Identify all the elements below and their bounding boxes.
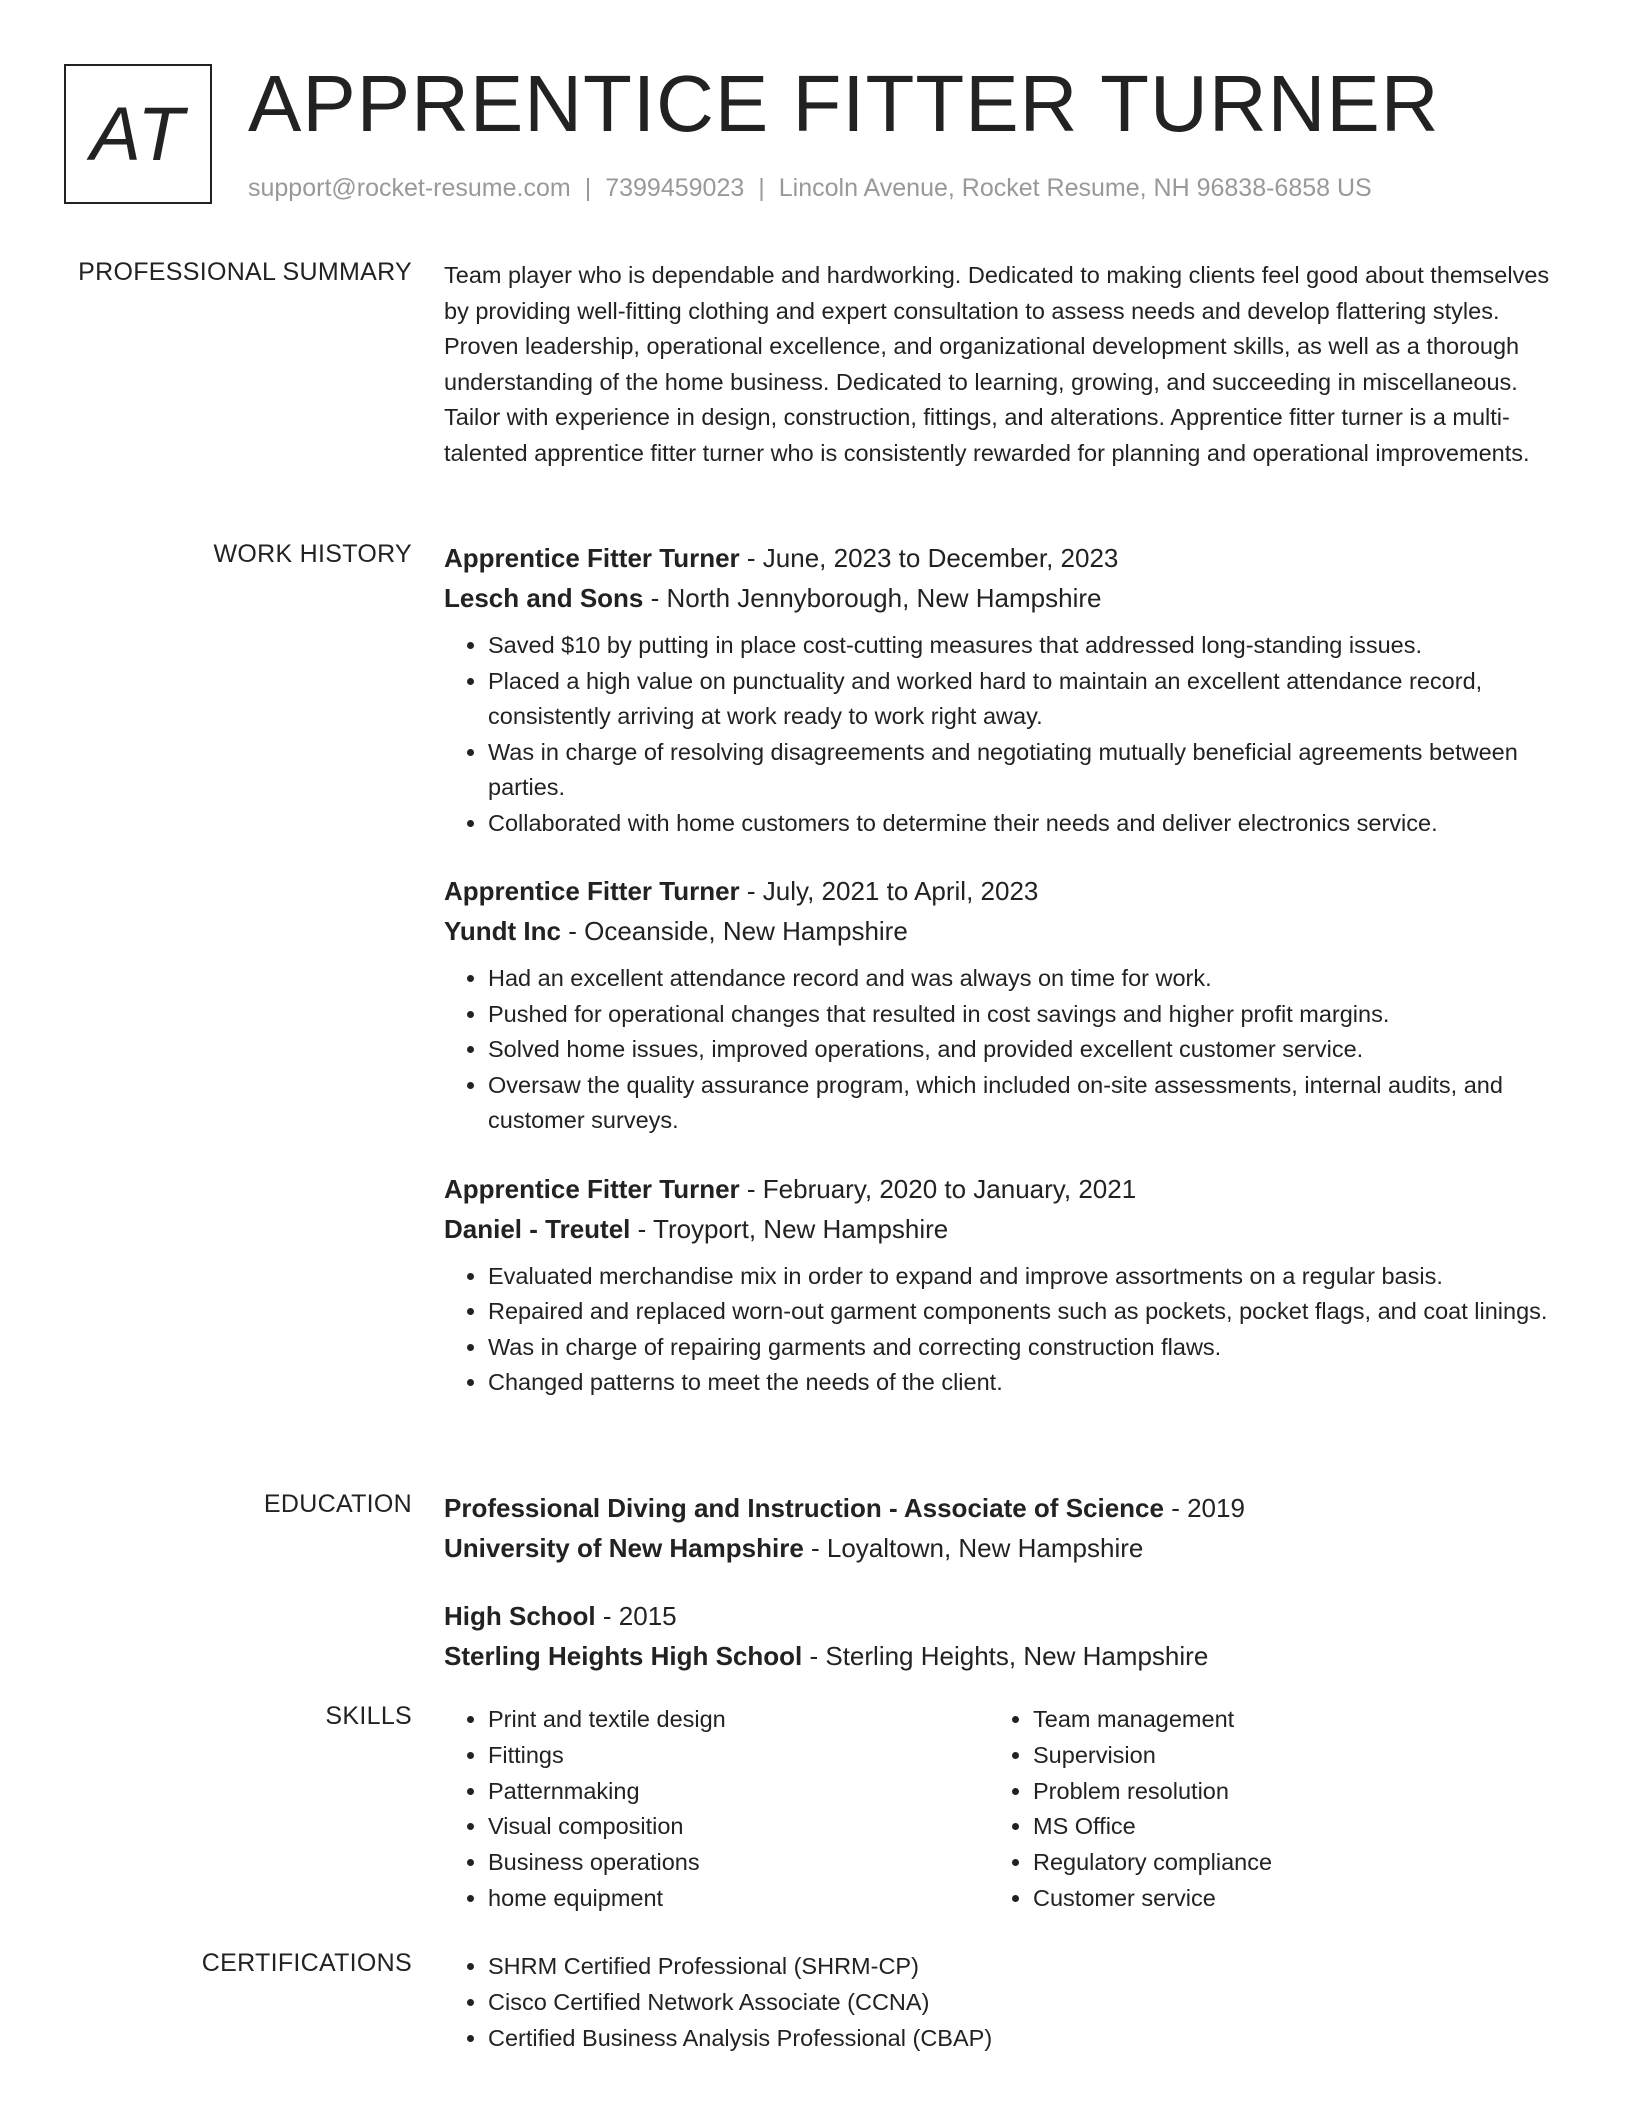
- job-company-line: [444, 911, 1554, 951]
- contact-address: Lincoln Avenue, Rocket Resume, NH 96838-6858 US: [778, 174, 1372, 202]
- job-dates: - July, 2021 to April, 2023: [739, 876, 1039, 906]
- skill-item: • Business operations: [488, 1845, 989, 1881]
- job-bullets: [444, 961, 1554, 1139]
- skill-item: • home equipment: [488, 1881, 989, 1917]
- list-item: • Solved home issues, improved operations, and provided excellent customer service.: [488, 1032, 1554, 1068]
- contact-separator: |: [584, 174, 592, 202]
- job-dates: - June, 2023 to December, 2023: [739, 543, 1119, 573]
- list-item: • Had an excellent attendance record and was always on time for work.: [488, 961, 1554, 997]
- list-item: • Collaborated with home customers to determine their needs and deliver electronics service.: [488, 806, 1554, 842]
- job-company: Lesch and Sons: [444, 583, 644, 613]
- candidate-name: APPRENTICE FITTER TURNER: [248, 59, 1440, 148]
- resume-header: [64, 59, 1584, 214]
- summary-text: Team player who is dependable and hardworking. Dedicated to making clients feel good about themselves by providing well-fitting clothing and expert consultation to assess needs and develop flattering styles. Proven leadership, operational excellence, and organizational development skills, as well as a thorough understanding of the home business. Dedicated to learning, growing, and succeeding in miscellaneous. Tailor with experience in design, construction, fittings, and alterations. Apprentice fitter turner is a multi-talented apprentice fitter turner who is consistently rewarded for planning and operational improvements.: [444, 262, 1550, 466]
- education-location: - Sterling Heights, New Hampshire: [802, 1641, 1209, 1671]
- section-label: SKILLS: [325, 1702, 412, 1730]
- job-company: Yundt Inc: [444, 916, 561, 946]
- skill-item: • Fittings: [488, 1738, 989, 1774]
- education-degree: Professional Diving and Instruction - Associate of Science: [444, 1493, 1164, 1523]
- job-location: - Oceanside, New Hampshire: [561, 916, 908, 946]
- section-label: CERTIFICATIONS: [201, 1949, 412, 1977]
- education-degree-line: [444, 1488, 1554, 1528]
- education-location: - Loyaltown, New Hampshire: [803, 1533, 1144, 1563]
- job-location: - North Jennyborough, New Hampshire: [643, 583, 1102, 613]
- job-title-line: [444, 871, 1554, 911]
- monogram-logo: AT: [64, 64, 212, 204]
- contact-email: support@rocket-resume.com: [248, 174, 571, 202]
- skill-item: • Problem resolution: [1033, 1774, 1534, 1810]
- job-company-line: [444, 1209, 1554, 1249]
- education-degree: High School: [444, 1601, 596, 1631]
- job-title: Apprentice Fitter Turner: [444, 1173, 740, 1204]
- education-entry: [444, 1488, 1554, 1568]
- skill-item: • Visual composition: [488, 1809, 989, 1845]
- education-year: - 2019: [1163, 1493, 1245, 1523]
- job-title: Apprentice Fitter Turner: [444, 543, 740, 573]
- skill-item: • Customer service: [1033, 1881, 1534, 1917]
- list-item: • Evaluated merchandise mix in order to expand and improve assortments on a regular basis.: [488, 1259, 1554, 1295]
- job-company-line: [444, 578, 1554, 618]
- list-item: • Changed patterns to meet the needs of the client.: [488, 1365, 1554, 1401]
- job-location: - Troyport, New Hampshire: [630, 1213, 949, 1244]
- section-label: WORK HISTORY: [213, 540, 412, 568]
- certification-item: • Certified Business Analysis Professional (CBAP): [488, 2021, 1554, 2057]
- job-bullets: [444, 628, 1554, 841]
- job-entry: [444, 538, 1554, 841]
- contact-line: [248, 174, 1372, 203]
- education-school: Sterling Heights High School: [444, 1641, 803, 1671]
- skill-item: • Team management: [1033, 1702, 1534, 1738]
- job-entry: [444, 871, 1554, 1139]
- job-entry: [444, 1169, 1554, 1401]
- contact-separator: |: [758, 174, 765, 202]
- list-item: • Was in charge of repairing garments and correcting construction flaws.: [488, 1330, 1554, 1366]
- list-item: • Oversaw the quality assurance program, which included on-site assessments, internal audits, and customer surveys.: [488, 1068, 1554, 1139]
- list-item: • Placed a high value on punctuality and worked hard to maintain an excellent attendance record, consistently arriving at work ready to work right away.: [488, 664, 1554, 735]
- skills-column-right: [989, 1702, 1534, 1917]
- skill-item: • Patternmaking: [488, 1774, 989, 1810]
- section-label: EDUCATION: [263, 1490, 412, 1518]
- skill-item: • Supervision: [1033, 1738, 1534, 1774]
- education-entry: [444, 1596, 1554, 1676]
- list-item: • Was in charge of resolving disagreements and negotiating mutually beneficial agreements between parties.: [488, 735, 1554, 806]
- job-title: Apprentice Fitter Turner: [444, 876, 740, 906]
- education-year: - 2015: [595, 1601, 677, 1631]
- education-degree-line: [444, 1596, 1554, 1636]
- list-item: • Repaired and replaced worn-out garment components such as pockets, pocket flags, and coat linings.: [488, 1294, 1554, 1330]
- skills-columns: [444, 1702, 1554, 1917]
- certification-item: • SHRM Certified Professional (SHRM-CP): [488, 1949, 1554, 1985]
- job-bullets: [444, 1259, 1554, 1401]
- job-title-line: [444, 1169, 1554, 1209]
- certification-list: [444, 1949, 1554, 2056]
- education-school: University of New Hampshire: [444, 1533, 804, 1563]
- education-school-line: [444, 1528, 1554, 1568]
- job-company: Daniel - Treutel: [444, 1213, 631, 1244]
- job-dates: - February, 2020 to January, 2021: [739, 1173, 1137, 1204]
- list-item: • Saved $10 by putting in place cost-cutting measures that addressed long-standing issues.: [488, 628, 1554, 664]
- contact-phone: 7399459023: [605, 174, 745, 202]
- certification-item: • Cisco Certified Network Associate (CCNA): [488, 1985, 1554, 2021]
- skill-item: • Print and textile design: [488, 1702, 989, 1738]
- education-school-line: [444, 1636, 1554, 1676]
- skills-column-left: [444, 1702, 989, 1917]
- skill-item: • Regulatory compliance: [1033, 1845, 1534, 1881]
- section-label: PROFESSIONAL SUMMARY: [78, 258, 412, 286]
- skill-item: • MS Office: [1033, 1809, 1534, 1845]
- list-item: • Pushed for operational changes that resulted in cost savings and higher profit margins.: [488, 997, 1554, 1033]
- job-title-line: [444, 538, 1554, 578]
